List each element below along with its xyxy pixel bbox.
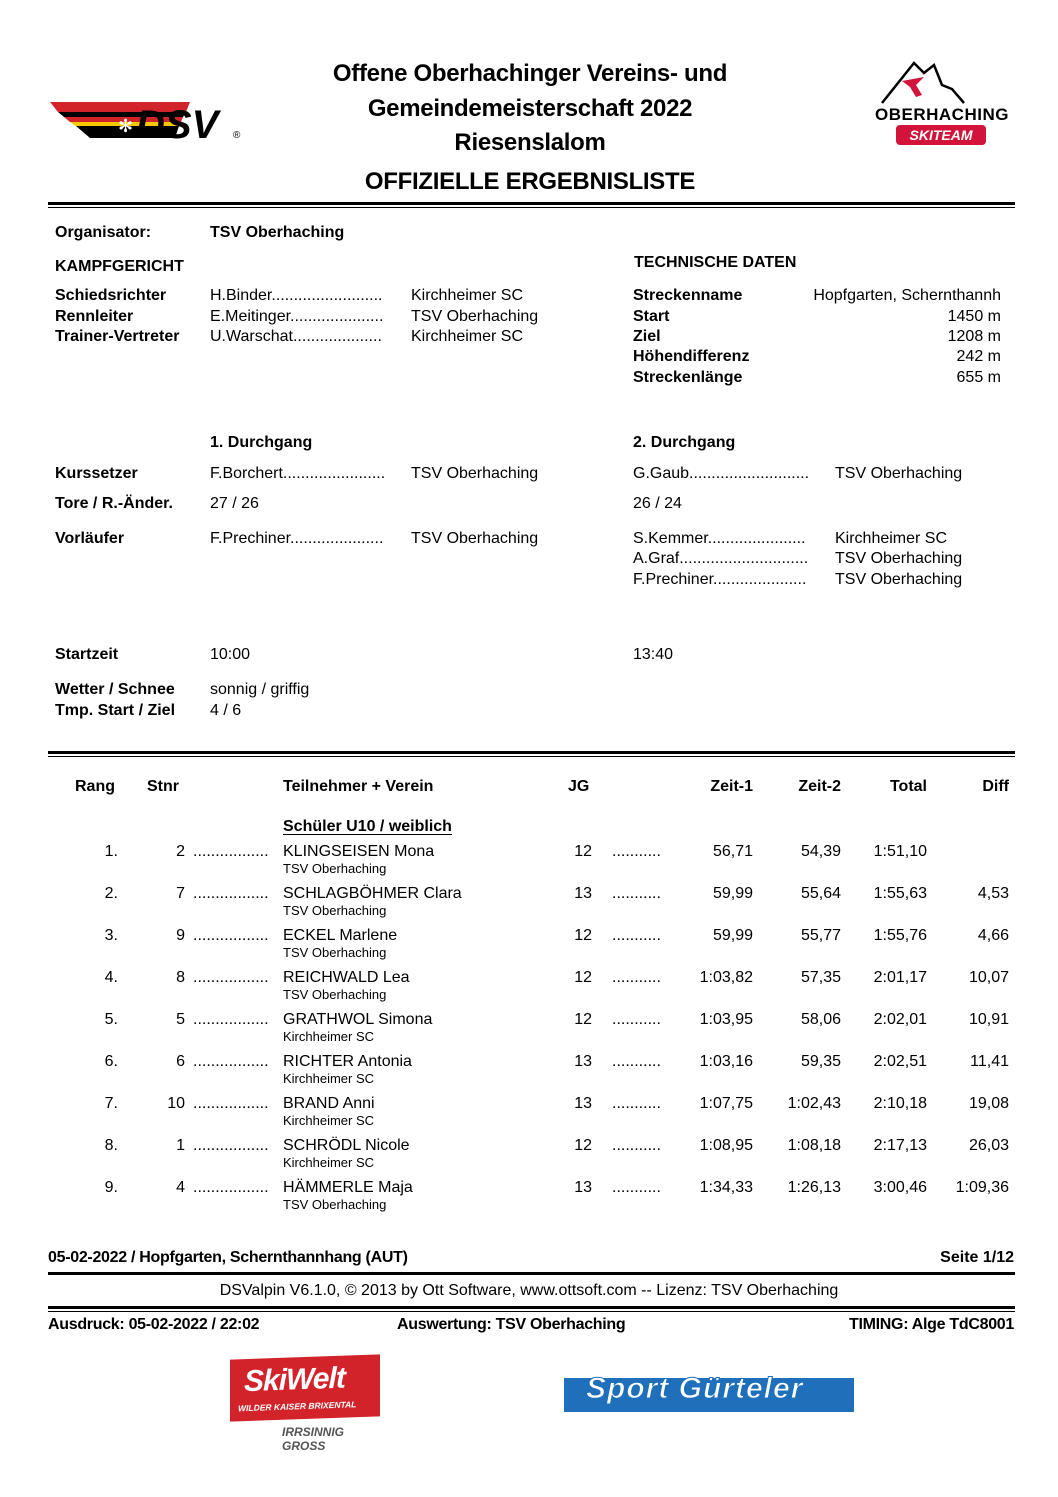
col-jg: JG <box>568 778 590 795</box>
cell-bib: 6 <box>176 1053 185 1070</box>
course-setter-label: Kurssetzer <box>55 465 138 482</box>
cell-jg: 12 <box>574 927 592 944</box>
cell-time2: 55,77 <box>800 927 841 944</box>
cell-jg: 13 <box>574 1095 592 1112</box>
jury-role: Rennleiter <box>55 308 134 325</box>
tech-value: 242 m <box>956 348 1001 365</box>
tech-value: 655 m <box>956 369 1001 386</box>
cell-club: TSV Oberhaching <box>283 861 387 876</box>
cell-total: 2:02,01 <box>873 1011 927 1028</box>
leader-dots: ........... <box>612 1011 661 1028</box>
title-line-2: Gemeindemeisterschaft 2022 <box>367 95 693 122</box>
course-setter-run2-name: G.Gaub........................... <box>633 465 810 482</box>
dsv-logo <box>50 98 250 144</box>
cell-club: TSV Oberhaching <box>283 1197 387 1212</box>
cell-total: 2:17,13 <box>873 1137 927 1154</box>
leader-dots: ................. <box>193 885 269 902</box>
cell-club: TSV Oberhaching <box>283 903 387 918</box>
title-line-3: Riesenslalom <box>454 129 606 156</box>
leader-dots: ........... <box>612 1095 661 1112</box>
temperature-label: Tmp. Start / Ziel <box>55 702 176 719</box>
cell-diff: 11,41 <box>970 1053 1009 1070</box>
col-rank: Rang <box>75 778 115 795</box>
col-bib: Stnr <box>147 778 179 795</box>
cell-name: HÄMMERLE Maja <box>283 1179 413 1196</box>
temperature-value: 4 / 6 <box>210 702 242 719</box>
tech-label: Ziel <box>633 328 661 345</box>
cell-time1: 1:03,82 <box>699 969 753 986</box>
cell-total: 2:10,18 <box>873 1095 927 1112</box>
oberhaching-text: OBERHACHING <box>875 105 1009 124</box>
cell-time1: 1:03,95 <box>699 1011 753 1028</box>
col-time1: Zeit-1 <box>710 778 753 795</box>
tech-value: 1208 m <box>947 328 1001 345</box>
cell-name: SCHLAGBÖHMER Clara <box>283 885 462 902</box>
cell-bib: 5 <box>176 1011 185 1028</box>
forerunner-club: TSV Oberhaching <box>835 550 963 567</box>
svg-text:®: ® <box>233 130 241 141</box>
weather-value: sonnig / griffig <box>210 681 310 698</box>
tech-label: Start <box>633 308 670 325</box>
cell-jg: 12 <box>574 1137 592 1154</box>
title-line-1: Offene Oberhachinger Vereins- und <box>332 60 728 87</box>
cell-time1: 56,71 <box>712 843 753 860</box>
cell-club: TSV Oberhaching <box>283 987 387 1002</box>
page-title: OFFIZIELLE ERGEBNISLISTE <box>364 168 696 195</box>
cell-time2: 57,35 <box>800 969 841 986</box>
tech-value: 1450 m <box>947 308 1001 325</box>
footer-divider <box>48 1272 1015 1275</box>
cell-diff: 4,66 <box>977 927 1009 944</box>
tech-label: Streckenname <box>633 287 743 304</box>
tech-label: Höhendifferenz <box>633 348 750 365</box>
leader-dots: ................. <box>193 843 269 860</box>
leader-dots: ........... <box>612 969 661 986</box>
organizer-value: TSV Oberhaching <box>210 224 345 241</box>
col-diff: Diff <box>982 778 1009 795</box>
jury-role: Schiedsrichter <box>55 287 167 304</box>
organizer-label: Organisator: <box>55 224 152 241</box>
header-divider <box>48 202 1015 208</box>
cell-diff: 26,03 <box>968 1137 1009 1154</box>
footer-timing: TIMING: Alge TdC8001 <box>849 1316 1014 1333</box>
run2-heading: 2. Durchgang <box>633 434 736 451</box>
leader-dots: ................. <box>193 1053 269 1070</box>
start-time-label: Startzeit <box>55 646 119 663</box>
col-participant: Teilnehmer + Verein <box>283 778 434 795</box>
cell-bib: 7 <box>176 885 185 902</box>
cell-jg: 13 <box>574 885 592 902</box>
skiwelt-tagline: IRRSINNIG GROSS <box>282 1425 345 1453</box>
cell-rank: 7. <box>104 1095 118 1112</box>
cell-rank: 6. <box>104 1053 118 1070</box>
cell-name: GRATHWOL Simona <box>283 1011 433 1028</box>
leader-dots: ........... <box>612 843 661 860</box>
forerunner-club: TSV Oberhaching <box>411 530 539 547</box>
cell-rank: 3. <box>104 927 118 944</box>
cell-name: BRAND Anni <box>283 1095 375 1112</box>
course-setter-run2-club: TSV Oberhaching <box>835 465 963 482</box>
gates-label: Tore / R.-Änder. <box>55 495 173 512</box>
skiteam-badge: SKITEAM <box>896 125 986 145</box>
footer-divider-double <box>48 1306 1015 1312</box>
run1-heading: 1. Durchgang <box>210 434 313 451</box>
technical-heading: TECHNISCHE DATEN <box>634 254 797 271</box>
cell-time1: 59,99 <box>712 927 753 944</box>
cell-name: REICHWALD Lea <box>283 969 410 986</box>
leader-dots: ........... <box>612 927 661 944</box>
tech-value: Hopfgarten, Schernthannh <box>813 287 1001 304</box>
jury-name: H.Binder......................... <box>210 287 383 304</box>
cell-bib: 10 <box>167 1095 185 1112</box>
jury-club: TSV Oberhaching <box>411 308 539 325</box>
cell-jg: 12 <box>574 969 592 986</box>
forerunner-club: TSV Oberhaching <box>835 571 963 588</box>
leader-dots: ................. <box>193 969 269 986</box>
svg-text:✻: ✻ <box>118 116 134 137</box>
cell-club: TSV Oberhaching <box>283 945 387 960</box>
cell-club: Kirchheimer SC <box>283 1029 375 1044</box>
cell-total: 1:55,76 <box>873 927 927 944</box>
cell-time1: 1:07,75 <box>699 1095 753 1112</box>
forerunner-name: F.Prechiner..................... <box>210 530 384 547</box>
cell-diff: 1:09,36 <box>955 1179 1009 1196</box>
cell-diff: 10,07 <box>968 969 1009 986</box>
cell-time2: 1:08,18 <box>787 1137 841 1154</box>
cell-rank: 5. <box>104 1011 118 1028</box>
cell-bib: 9 <box>176 927 185 944</box>
leader-dots: ........... <box>612 1179 661 1196</box>
jury-club: Kirchheimer SC <box>411 287 524 304</box>
cell-time2: 1:02,43 <box>787 1095 841 1112</box>
cell-total: 1:51,10 <box>873 843 927 860</box>
leader-dots: ........... <box>612 885 661 902</box>
leader-dots: ................. <box>193 1179 269 1196</box>
cell-time1: 1:08,95 <box>699 1137 753 1154</box>
cell-club: Kirchheimer SC <box>283 1113 375 1128</box>
jury-name: E.Meitinger..................... <box>210 308 384 325</box>
svg-text:DSV: DSV <box>136 103 219 144</box>
start-time-run1: 10:00 <box>210 646 251 663</box>
cell-name: KLINGSEISEN Mona <box>283 843 435 860</box>
cell-time2: 55,64 <box>800 885 841 902</box>
skiwelt-logo: SkiWelt WILDER KAISER BRIXENTAL IRRSINNIG GROSS <box>230 1357 390 1419</box>
cell-rank: 4. <box>104 969 118 986</box>
jury-heading: KAMPFGERICHT <box>55 258 184 275</box>
cell-diff: 4,53 <box>977 885 1009 902</box>
cell-bib: 1 <box>176 1137 185 1154</box>
leader-dots: ........... <box>612 1137 661 1154</box>
category-heading: Schüler U10 / weiblich <box>283 818 452 835</box>
cell-time2: 1:26,13 <box>787 1179 841 1196</box>
leader-dots: ................. <box>193 927 269 944</box>
cell-rank: 8. <box>104 1137 118 1154</box>
col-time2: Zeit-2 <box>798 778 841 795</box>
cell-bib: 4 <box>176 1179 185 1196</box>
footer-printout: Ausdruck: 05-02-2022 / 22:02 <box>48 1316 260 1333</box>
forerunner-name: A.Graf............................. <box>633 550 809 567</box>
cell-time2: 59,35 <box>800 1053 841 1070</box>
cell-total: 1:55,63 <box>873 885 927 902</box>
forerunner-club: Kirchheimer SC <box>835 530 948 547</box>
gates-run1: 27 / 26 <box>210 495 259 512</box>
sport-guerteler-logo: Sport Gürteler <box>564 1378 854 1412</box>
cell-time1: 1:34,33 <box>699 1179 753 1196</box>
cell-time2: 54,39 <box>800 843 841 860</box>
forerunners-label: Vorläufer <box>55 530 125 547</box>
cell-rank: 9. <box>104 1179 118 1196</box>
footer-page: Seite 1/12 <box>940 1249 1014 1266</box>
start-time-run2: 13:40 <box>633 646 674 663</box>
cell-total: 2:02,51 <box>873 1053 927 1070</box>
leader-dots: ........... <box>612 1053 661 1070</box>
leader-dots: ................. <box>193 1095 269 1112</box>
footer-software: DSValpin V6.1.0, © 2013 by Ott Software, www.ottsoft.com -- Lizenz: TSV Oberhaching <box>219 1282 839 1299</box>
cell-bib: 2 <box>176 843 185 860</box>
leader-dots: ................. <box>193 1011 269 1028</box>
gates-run2: 26 / 24 <box>633 495 682 512</box>
jury-role: Trainer-Vertreter <box>55 328 180 345</box>
col-total: Total <box>889 778 927 795</box>
oberhaching-skiteam-logo <box>872 55 1012 145</box>
cell-club: Kirchheimer SC <box>283 1155 375 1170</box>
jury-club: Kirchheimer SC <box>411 328 524 345</box>
footer-date-place: 05-02-2022 / Hopfgarten, Schernthannhang (AUT) <box>48 1249 408 1266</box>
cell-total: 2:01,17 <box>873 969 927 986</box>
cell-diff: 10,91 <box>968 1011 1009 1028</box>
cell-time2: 58,06 <box>800 1011 841 1028</box>
course-setter-run1-name: F.Borchert....................... <box>210 465 386 482</box>
cell-time1: 1:03,16 <box>699 1053 753 1070</box>
forerunner-name: F.Prechiner..................... <box>633 571 807 588</box>
weather-label: Wetter / Schnee <box>55 681 175 698</box>
jury-name: U.Warschat.................... <box>210 328 382 345</box>
cell-rank: 2. <box>104 885 118 902</box>
cell-jg: 13 <box>574 1179 592 1196</box>
cell-bib: 8 <box>176 969 185 986</box>
footer-evaluation: Auswertung: TSV Oberhaching <box>397 1316 626 1333</box>
tech-label: Streckenlänge <box>633 369 743 386</box>
cell-time1: 59,99 <box>712 885 753 902</box>
cell-club: Kirchheimer SC <box>283 1071 375 1086</box>
cell-name: SCHRÖDL Nicole <box>283 1137 410 1154</box>
cell-jg: 12 <box>574 843 592 860</box>
cell-name: RICHTER Antonia <box>283 1053 412 1070</box>
cell-total: 3:00,46 <box>873 1179 927 1196</box>
leader-dots: ................. <box>193 1137 269 1154</box>
cell-rank: 1. <box>104 843 118 860</box>
course-setter-run1-club: TSV Oberhaching <box>411 465 539 482</box>
section-divider <box>48 751 1015 757</box>
forerunner-name: S.Kemmer...................... <box>633 530 806 547</box>
cell-diff: 19,08 <box>968 1095 1009 1112</box>
cell-jg: 12 <box>574 1011 592 1028</box>
cell-jg: 13 <box>574 1053 592 1070</box>
cell-name: ECKEL Marlene <box>283 927 398 944</box>
